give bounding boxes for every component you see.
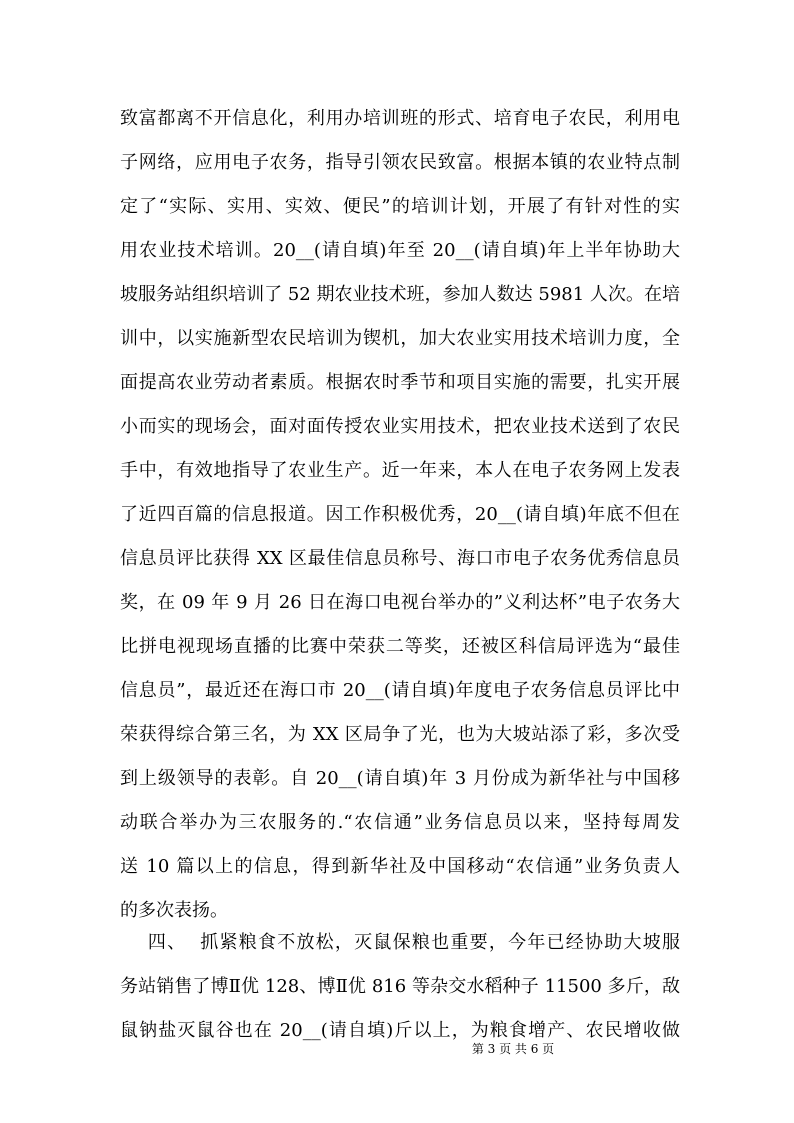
text-line: 鼠钠盐灭鼠谷也在 20__(请自填)斤以上，为粮食增产、农民增收做: [120, 1020, 680, 1041]
text-line: 荣获得综合第三名，为 XX 区局争了光，也为大坡站添了彩，多次受: [120, 724, 680, 745]
text-line: 了近四百篇的信息报道。因工作积极优秀，20__(请自填)年底不但在: [120, 504, 680, 525]
text-line: 面提高农业劳动者素质。根据农时季节和项目实施的需要，扎实开展: [120, 372, 680, 393]
text-line: 送 10 篇以上的信息，得到新华社及中国移动“农信通”业务负责人: [120, 856, 680, 877]
text-line: 务站销售了博Ⅱ优 128、博Ⅱ优 816 等杂交水稻种子 11500 多斤，敌: [120, 976, 680, 997]
text-line: 信息员评比获得 XX 区最佳信息员称号、海口市电子农务优秀信息员: [120, 548, 680, 569]
text-line: 到上级领导的表彰。自 20__(请自填)年 3 月份成为新华社与中国移: [120, 768, 680, 789]
text-line: 用农业技术培训。20__(请自填)年至 20__(请自填)年上半年协助大: [120, 240, 680, 261]
text-line: 动联合举办为三农服务的.“农信通”业务信息员以来，坚持每周发: [120, 812, 680, 833]
text-line: 的多次表扬。: [120, 900, 228, 921]
text-line: 致富都离不开信息化，利用办培训班的形式、培育电子农民，利用电: [120, 108, 680, 129]
text-line: 信息员”，最近还在海口市 20__(请自填)年度电子农务信息员评比中: [120, 680, 680, 701]
text-line: 手中，有效地指导了农业生产。近一年来，本人在电子农务网上发表: [120, 460, 680, 481]
text-line: 坡服务站组织培训了 52 期农业技术班，参加人数达 5981 人次。在培: [120, 284, 680, 305]
text-line: 比拼电视现场直播的比赛中荣获二等奖，还被区科信局评选为“最佳: [120, 636, 680, 657]
text-line: 子网络，应用电子农务，指导引领农民致富。根据本镇的农业特点制: [120, 152, 680, 173]
text-line: 定了“实际、实用、实效、便民”的培训计划，开展了有针对性的实: [120, 196, 680, 217]
text-line: 训中，以实施新型农民培训为锲机，加大农业实用技术培训力度，全: [120, 328, 680, 349]
text-line: 奖，在 09 年 9 月 26 日在海口电视台举办的”义利达杯”电子农务大: [120, 592, 680, 613]
page-footer: 第 3 页 共 6 页: [471, 1042, 555, 1056]
text-line: 小而实的现场会，面对面传授农业实用技术，把农业技术送到了农民: [120, 416, 680, 437]
text-line: 四、 抓紧粮食不放松，灭鼠保粮也重要，今年已经协助大坡服: [120, 932, 680, 953]
